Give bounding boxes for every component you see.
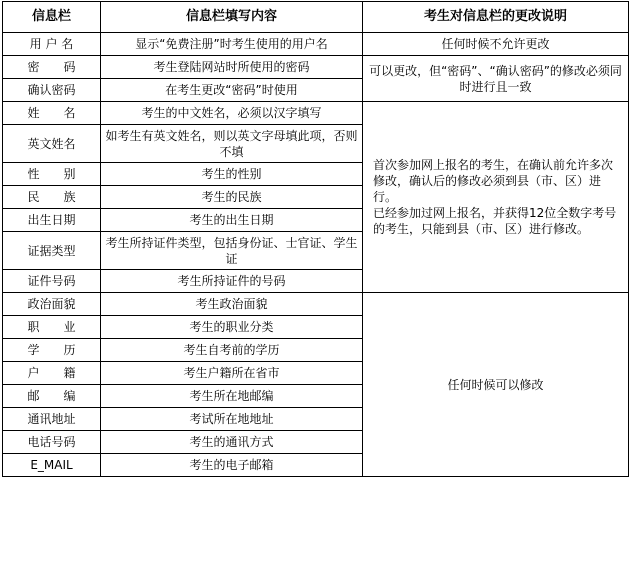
table-row <box>3 102 629 125</box>
table-row <box>3 56 629 79</box>
field-name: 电话号码 <box>3 431 101 454</box>
table-row <box>3 33 629 56</box>
field-content: 考生登陆网站时所使用的密码 <box>101 56 363 79</box>
field-content: 考生的出生日期 <box>101 209 363 232</box>
field-content: 显示“免费注册”时考生使用的用户名 <box>101 33 363 56</box>
header-change-note: 考生对信息栏的更改说明 <box>363 2 629 33</box>
field-content: 考生所在地邮编 <box>101 385 363 408</box>
table-row <box>3 293 629 316</box>
change-note: 可以更改，但“密码”、“确认密码”的修改必须同时进行且一致 <box>363 56 629 102</box>
field-name: 性 别 <box>3 163 101 186</box>
header-field: 信息栏 <box>3 2 101 33</box>
field-content: 考生的电子邮箱 <box>101 454 363 477</box>
field-content: 考生政治面貌 <box>101 293 363 316</box>
field-content: 考生所持证件类型，包括身份证、士官证、学生证 <box>101 232 363 270</box>
field-content: 考生的中文姓名，必须以汉字填写 <box>101 102 363 125</box>
field-name: 证件号码 <box>3 270 101 293</box>
field-name: 证据类型 <box>3 232 101 270</box>
header-content: 信息栏填写内容 <box>101 2 363 33</box>
field-name: 邮 编 <box>3 385 101 408</box>
change-note: 任何时候不允许更改 <box>363 33 629 56</box>
change-note <box>363 102 629 293</box>
field-name: 姓 名 <box>3 102 101 125</box>
field-content: 考试所在地地址 <box>101 408 363 431</box>
field-name: 学 历 <box>3 339 101 362</box>
field-name: 政治面貌 <box>3 293 101 316</box>
field-name: 户 籍 <box>3 362 101 385</box>
field-name: 用 户 名 <box>3 33 101 56</box>
field-content: 考生的职业分类 <box>101 316 363 339</box>
field-content: 考生自考前的学历 <box>101 339 363 362</box>
field-name: 职 业 <box>3 316 101 339</box>
change-note-paragraph: 已经参加过网上报名，并获得12位全数字考号的考生，只能到县（市、区）进行修改。 <box>373 206 617 236</box>
field-name: E_MAIL <box>3 454 101 477</box>
field-content: 考生的民族 <box>101 186 363 209</box>
change-note: 任何时候可以修改 <box>363 293 629 477</box>
field-name: 出生日期 <box>3 209 101 232</box>
change-note-paragraph: 首次参加网上报名的考生，在确认前允许多次修改，确认后的修改必须到县（市、区）进行。 <box>373 158 614 204</box>
field-name: 英文姓名 <box>3 125 101 163</box>
field-content: 如考生有英文姓名，则以英文字母填此项，否则不填 <box>101 125 363 163</box>
field-content: 在考生更改“密码”时使用 <box>101 79 363 102</box>
field-content: 考生的通讯方式 <box>101 431 363 454</box>
header-row <box>3 2 629 33</box>
field-content: 考生户籍所在省市 <box>101 362 363 385</box>
field-content: 考生所持证件的号码 <box>101 270 363 293</box>
field-content: 考生的性别 <box>101 163 363 186</box>
field-name: 密 码 <box>3 56 101 79</box>
field-name: 通讯地址 <box>3 408 101 431</box>
info-field-table <box>2 1 629 477</box>
field-name: 民 族 <box>3 186 101 209</box>
field-name: 确认密码 <box>3 79 101 102</box>
